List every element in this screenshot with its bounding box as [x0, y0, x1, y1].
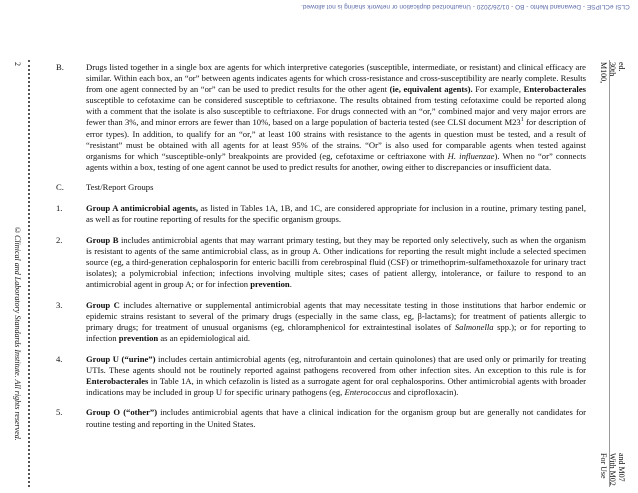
- text-run: Group C: [86, 299, 120, 310]
- text-run: Enterococcus: [344, 386, 391, 397]
- text-run: Group A antimicrobial agents,: [86, 203, 199, 214]
- paragraph-label: 3.: [56, 299, 63, 310]
- paragraph-text: [86, 62, 586, 173]
- text-run: 1: [520, 117, 524, 124]
- text-run: H. influenzae: [447, 150, 495, 161]
- paragraph-label: 2.: [56, 234, 63, 245]
- text-run: ). When no “or” connects agents within a box, testing of one agent cannot be used to predict results for another, owing either to discrepancies or insufficient data.: [86, 150, 587, 172]
- text-run: .: [289, 279, 292, 290]
- text-run: Group O (“other”): [86, 407, 158, 418]
- text-run: For example,: [472, 84, 524, 95]
- left-margin: [13, 62, 22, 441]
- paragraph-text: [86, 300, 586, 344]
- text-run: Group U (“urine”): [86, 353, 156, 364]
- text-run: and ciprofloxacin).: [390, 386, 459, 397]
- text-run: Drugs listed together in a single box are agents for which interpretive categories (susceptible, intermediate, or resistant) and clinical efficacy are similar. Within each box, an “or” between agents indicates agents for which cross-resistance and cross-susceptibility are nearly complete. Results from one agent connected by an “or” can be used to predict results for the other agent: [86, 62, 586, 95]
- paragraph-text: [86, 203, 586, 225]
- paragraph-item: [56, 354, 586, 398]
- text-run: Salmonella: [454, 321, 494, 332]
- text-run: spp.); or for reporting to infection: [86, 321, 586, 343]
- paragraph-label: 5.: [56, 407, 63, 418]
- use-note: For Use With M02 and M07: [599, 453, 626, 487]
- text-run: includes antimicrobial agents that may warrant primary testing, but they may be reported only selectively, such as when the organism is resistant to agents of the same antimicrobial class, as in group A. Other indications for reporting the result might include a selected specimen source (eg, a third-generation cephalosporin for enteric bacilli from cerebrospinal fluid (CSF) or trimethoprim-sulfamethoxazole for urinary tract isolates); a polymicrobial infection; infections involving multiple sites; cases of patient allergy, intolerance, or failure to respond to an antimicrobial agent in group A; or for infection: [86, 234, 586, 290]
- text-run: in Table 1A, in which cefazolin is listed as a surrogate agent for oral cephalosporins. Other antimicrobial agents with broader indications may be included in group U for specific urinary pathogens (eg,: [86, 375, 586, 397]
- text-run: includes certain antimicrobial agents (eg, nitrofurantoin and certain quinolones) that are used only or primarily for treating UTIs. These agents should not be routinely reported against pathogens recovered from other infection sites. An exception to this rule is for: [86, 353, 586, 375]
- text-run: includes alternative or supplemental antimicrobial agents that may necessitate testing in those institutions that harbor endemic or epidemic strains resistant to several of the primary drugs (especially in the same class, eg, β-lactams); for treatment of patients allergic to primary drugs; for treatment of unusual organisms (eg, chloramphenicol for extraintestinal isolates of: [86, 299, 586, 332]
- paragraph-text: [86, 235, 586, 290]
- text-run: Group B: [86, 234, 119, 245]
- text-run: as an epidemiological aid.: [158, 332, 251, 343]
- left-dotted-rule: [28, 60, 30, 487]
- text-run: Enterobacterales: [86, 375, 149, 386]
- paragraph-item: [56, 203, 586, 225]
- paragraph-item: [56, 235, 586, 290]
- copyright-notice: ©Clinical and Laboratory Standards Institute. All rights reserved.: [13, 226, 22, 441]
- text-run: as listed in Tables 1A, 1B, and 1C, are considered appropriate for inclusion in a routine, primary testing panel, as well as for routine reporting of results for the specific organism groups.: [86, 203, 587, 225]
- text-run: prevention: [118, 332, 159, 343]
- paragraph-item: [56, 300, 586, 344]
- paragraph-text: [86, 354, 586, 398]
- right-rule: [609, 60, 610, 487]
- watermark-banner: CLSI eCLIPSE - Dewanand Mehto - BO - 01/26/2020 - Unauthorized duplication or network sharing is not allowed.: [301, 3, 630, 10]
- text-run: Test/Report Groups: [86, 182, 154, 193]
- text-run: (ie, equivalent agents).: [389, 84, 473, 95]
- text-run: includes antimicrobial agents that have a clinical indication for the organism group but are generally not candidates for routine testing and reporting in the United States.: [86, 407, 586, 429]
- text-run: prevention: [250, 279, 290, 290]
- paragraph-item: [56, 407, 586, 429]
- paragraph-label: B.: [56, 62, 64, 72]
- paragraph-label: 4.: [56, 353, 63, 364]
- page-number: 2: [13, 62, 22, 66]
- document-body: [56, 62, 586, 439]
- text-run: for description of error types). In addition, to qualify for an “or,” at least 100 strains with resistance to the agents in question must be tested, and a result of “resistant” must be obtained with all agents for at least 95% of the strains. “Or” is also used for comparable agents when tested against organisms for which “susceptible-only” breakpoints are provided (eg, cefotaxime or ceftriaxone with: [86, 117, 587, 161]
- standard-id: M100, 30th ed.: [599, 62, 626, 84]
- text-run: Enterobacterales: [523, 84, 586, 95]
- paragraph-item: [56, 62, 586, 173]
- paragraph-label: 1.: [56, 203, 63, 214]
- paragraph-text: [86, 182, 586, 193]
- text-run: susceptible to cefotaxime can be considered susceptible to ceftriaxone. The results obtained from testing cefotaxime could be reported along with a comment that the isolate is also susceptible to ceftriaxone. For drugs connected with an “or,” combined major and very major errors are fewer than 3%, and minor errors are fewer than 10%, based on a large population of bacteria tested (see CLSI document M23: [86, 95, 586, 128]
- paragraph-text: [86, 407, 586, 429]
- right-margin: [599, 62, 626, 493]
- paragraph-item: [56, 182, 586, 193]
- paragraph-label: C.: [56, 182, 64, 193]
